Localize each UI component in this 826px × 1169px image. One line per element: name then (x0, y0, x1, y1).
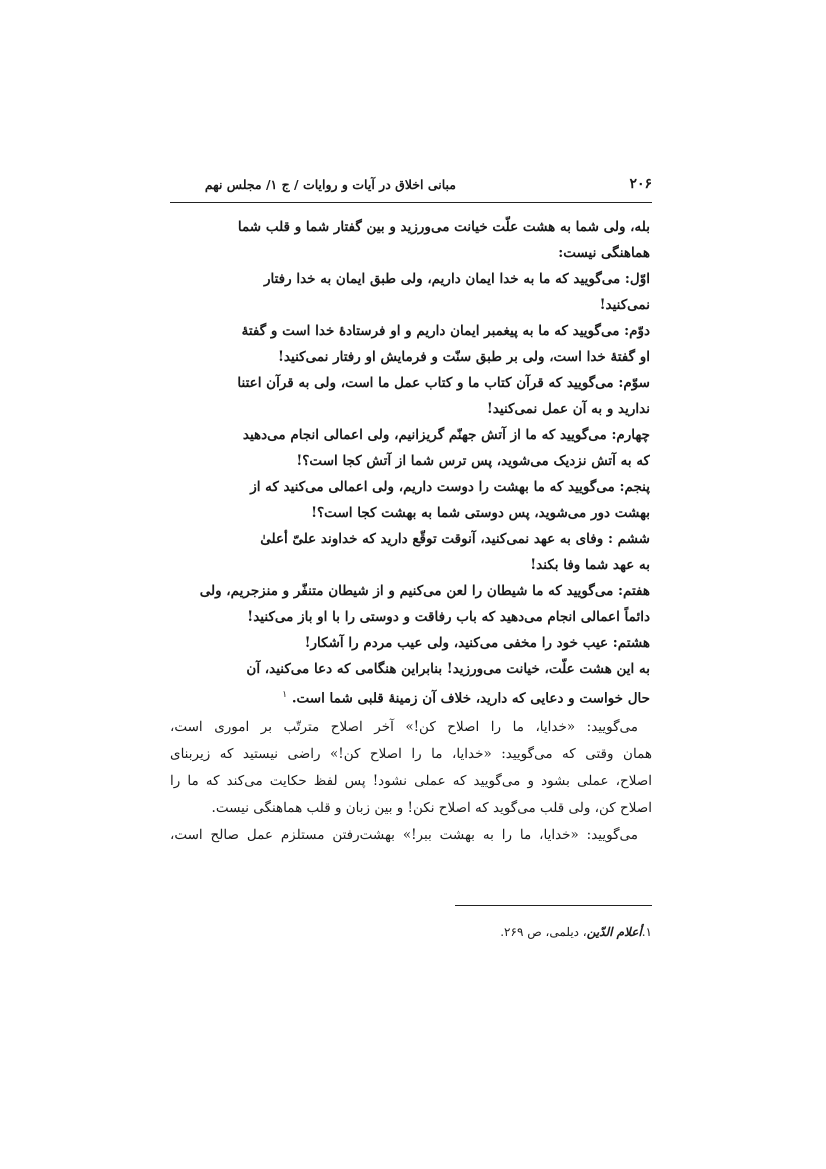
quote-line: دوّم: می‌گویید که ما به پیغمبر ایمان داریم و او فرستادهٔ خدا است و گفتهٔ (241, 323, 650, 339)
running-title: مبانی اخلاق در آیات و روایات / ج ۱/ مجلس نهم (204, 177, 456, 192)
footnote-divider (455, 905, 652, 906)
footnote-citation: ، دیلمی، ص ۲۶۹. (500, 925, 587, 939)
quote-line: پنجم: می‌گویید که ما بهشت را دوست داریم، ولی اعمالی می‌کنید که از (250, 479, 650, 495)
page-header (170, 172, 652, 203)
quote-line: دائماً اعمالی انجام می‌دهید که باب رفاقت و دوستی را با او باز می‌کنید! (247, 609, 650, 625)
quote-line: به عهد شما وفا بکند! (530, 557, 650, 573)
quote-line: سوّم: می‌گویید که قرآن کتاب ما و کتاب عمل ما است، ولی به قرآن اعتنا (237, 375, 650, 391)
footnote-reference: ۱ (282, 690, 288, 700)
footnote-book-title: أعلام الدّین (586, 925, 642, 939)
quote-line: اوّل: می‌گویید که ما به خدا ایمان داریم، ولی طبق ایمان به خدا رفتار (263, 271, 650, 287)
prose-line: می‌گویید: «خدایا، ما را اصلاح کن!» آخر اصلاح مترتّب بر اموری است، (170, 718, 638, 735)
quote-line: هفتم: می‌گویید که ما شیطان را لعن می‌کنیم و از شیطان متنفّر و منزجریم، ولی (199, 583, 650, 599)
quote-line-text: حال خواست و دعایی که دارید، خلاف آن زمینهٔ قلبی شما است. (291, 690, 650, 707)
prose-line: اصلاح، عملی بشود و می‌گویید که عملی نشود! پس لفظ حکایت می‌کند که ما را (170, 772, 652, 789)
quoted-passage (170, 214, 652, 712)
footnote-number: ۱. (641, 925, 652, 939)
prose-line: همان وقتی که می‌گویید: «خدایا، ما را اصلاح کن!» راضی نیستید که زیربنای (170, 745, 652, 762)
quote-line: هماهنگی نیست: (558, 245, 650, 261)
quote-line: چهارم: می‌گویید که ما از آتش جهنّم گریزانیم، ولی اعمالی انجام می‌دهید (242, 427, 650, 443)
quote-line: نمی‌کنید! (599, 297, 650, 313)
prose-line: اصلاح کن، ولی قلب می‌گوید که اصلاح نکن! و بین زبان و قلب هماهنگی نیست. (211, 799, 652, 816)
page-number: ۲۰۶ (629, 176, 652, 192)
quote-line: ندارید و به آن عمل نمی‌کنید! (486, 401, 650, 417)
body-text (170, 214, 652, 849)
quote-line: به این هشت علّت، خیانت می‌ورزید! بنابراین هنگامی که دعا می‌کنید، آن (246, 661, 650, 677)
quote-line: که به آتش نزدیک می‌شوید، پس ترس شما از آتش کجا است؟! (296, 453, 650, 469)
quote-line: ششم : وفای به عهد نمی‌کنید، آنوقت توقّع دارید که خداوند علیّ أعلیٰ (260, 531, 650, 547)
prose-line: می‌گویید: «خدایا، ما را به بهشت ببر!» بهشت‌رفتن مستلزم عمل صالح است، (170, 826, 638, 843)
footnote (300, 922, 652, 942)
quote-line: هشتم: عیب خود را مخفی می‌کنید، ولی عیب مردم را آشکار! (304, 635, 650, 651)
prose-paragraphs (170, 714, 652, 849)
quote-line: بهشت دور می‌شوید، پس دوستی شما به بهشت کجا است؟! (311, 505, 650, 521)
quote-line: بله، ولی شما به هشت علّت خیانت می‌ورزید و بین گفتار شما و قلب شما (237, 219, 650, 235)
quote-line-last (192, 682, 650, 712)
quote-line: او گفتهٔ خدا است، ولی بر طبق سنّت و فرمایش او رفتار نمی‌کنید! (278, 349, 650, 365)
